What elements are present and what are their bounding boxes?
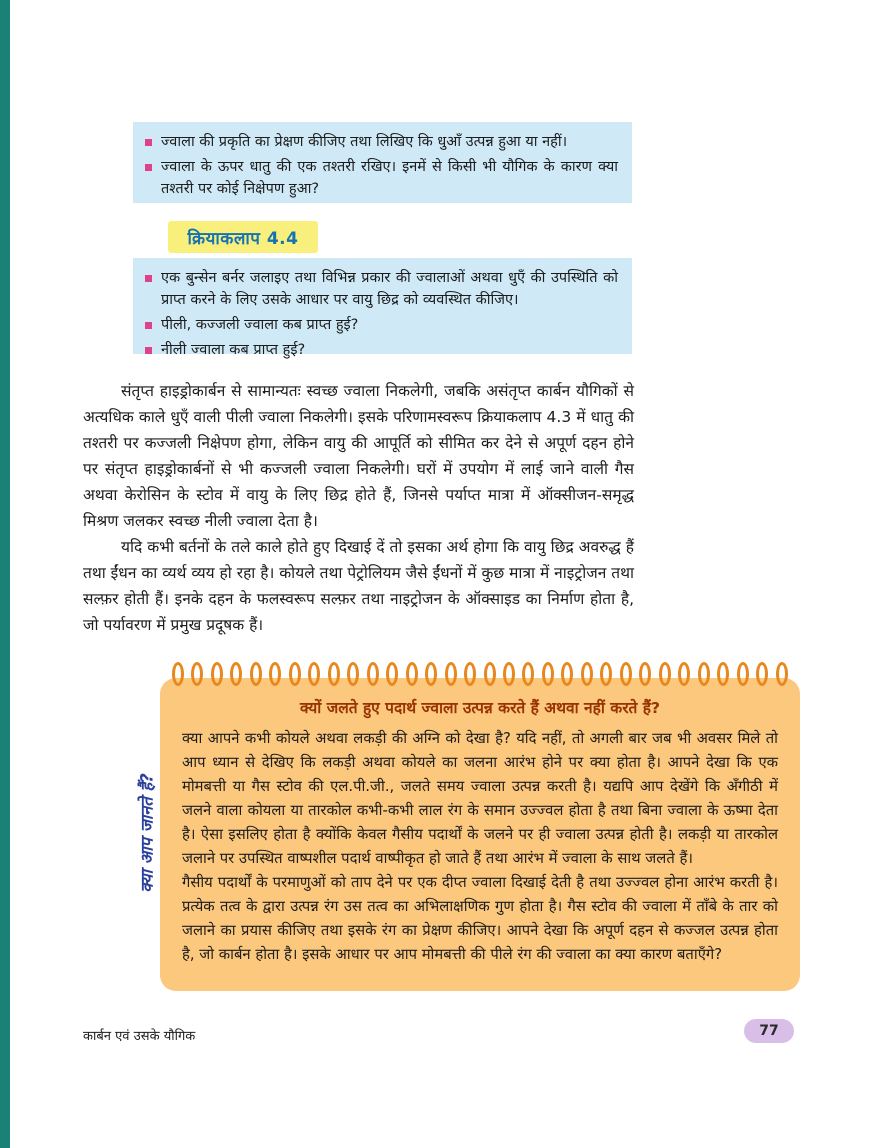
bullet-text: ज्वाला की प्रकृति का प्रेक्षण कीजिए तथा लिखिए कि धुआँ उत्पन्न हुआ या नहीं। — [161, 134, 568, 150]
bullet-square-icon — [145, 275, 152, 282]
page-edge-strip — [0, 0, 10, 1148]
coil-loop-icon — [445, 662, 457, 686]
activity-4-4-box — [133, 258, 632, 358]
coil-loop-icon — [347, 662, 359, 686]
bullet-square-icon — [145, 139, 152, 146]
list-item — [145, 156, 618, 200]
coil-loop-icon — [542, 662, 554, 686]
list-item — [145, 314, 618, 336]
coil-loop-icon — [289, 662, 301, 686]
coil-loop-icon — [600, 662, 612, 686]
did-you-know-box — [160, 678, 800, 991]
activity-4-4-heading: क्रियाकलाप 4.4 — [168, 221, 318, 253]
coil-loop-icon — [581, 662, 593, 686]
bullet-text: नीली ज्वाला कब प्राप्त हुई? — [161, 342, 306, 358]
chapter-footer-title: कार्बन एवं उसके यौगिक — [83, 1029, 196, 1044]
coil-loop-icon — [717, 662, 729, 686]
page-number-badge: 77 — [744, 1019, 794, 1043]
coil-loop-icon — [386, 662, 398, 686]
coil-loop-icon — [522, 662, 534, 686]
coil-loop-icon — [678, 662, 690, 686]
know-box-title: क्यों जलते हुए पदार्थ ज्वाला उत्पन्न करते हैं अथवा नहीं करते हैं? — [300, 699, 660, 717]
coil-loop-icon — [464, 662, 476, 686]
body-paragraph-2: यदि कभी बर्तनों के तले काले होते हुए दिखाई दें तो इसका अर्थ होगा कि वायु छिद्र अवरुद्ध हैं तथा ईंधन का व्यर्थ व्यय हो रहा है। कोयले तथा पेट्रोलियम जैसे ईंधनों में कुछ मात्रा में नाइट्रोजन तथा सल्फ़र होती हैं। इनके दहन के फलस्वरूप सल्फ़र तथा नाइट्रोजन के ऑक्साइड का निर्माण होता है, जो पर्यावरण में प्रमुख प्रदूषक हैं। — [83, 538, 634, 634]
bullet-text: एक बुन्सेन बर्नर जलाइए तथा विभिन्न प्रकार की ज्वालाओं अथवा धुएँ की उपस्थिति को प्राप्त करने के लिए उसके आधार पर वायु छिद्र को व्यवस्थित कीजिए। — [161, 270, 618, 308]
list-item — [145, 131, 618, 153]
coil-loop-icon — [503, 662, 515, 686]
list-item — [145, 267, 618, 311]
bullet-square-icon — [145, 347, 152, 354]
bullet-text: ज्वाला के ऊपर धातु की एक तश्तरी रखिए। इनमें से किसी भी यौगिक के कारण क्या तश्तरी पर कोई निक्षेपण हुआ? — [161, 159, 618, 197]
coil-loop-icon — [776, 662, 788, 686]
coil-loop-icon — [561, 662, 573, 686]
body-paragraph-1: संतृप्त हाइड्रोकार्बन से सामान्यतः स्वच्छ ज्वाला निकलेगी, जबकि असंतृप्त कार्बन यौगिकों से अत्यधिक काले धुएँ वाली पीली ज्वाला निकलेगी। इसके परिणामस्वरूप क्रियाकलाप 4.3 में धातु की तश्तरी पर कज्जली निक्षेपण होगा, लेकिन वायु की आपूर्ति को सीमित कर देने से अपूर्ण दहन होने पर संतृप्त हाइड्रोकार्बनों से भी कज्जली ज्वाला निकलेगी। घरों में उपयोग में लाई जाने वाली गैस अथवा केरोसिन के स्टोव में वायु के लिए छिद्र होते हैं, जिनसे पर्याप्त मात्रा में ऑक्सीजन-समृद्ध मिश्रण जलकर स्वच्छ नीली ज्वाला देता है। — [83, 382, 634, 530]
spiral-binding-decoration — [172, 662, 788, 686]
know-box-paragraph-2: गैसीय पदार्थों के परमाणुओं को ताप देने पर एक दीप्त ज्वाला दिखाई देती है तथा उज्ज्वल होना आरंभ करती है। प्रत्येक तत्व के द्वारा उत्पन्न रंग उस तत्व का अभिलाक्षणिक गुण होता है। गैस स्टोव की ज्वाला में ताँबे के तार को जलाने का प्रयास कीजिए तथा इसके रंग का प्रेक्षण कीजिए। आपने देखा कि अपूर्ण दहन से कज्जल उत्पन्न होता है, जो कार्बन होता है। इसके आधार पर आप मोमबत्ती की पीले रंग की ज्वाला का क्या कारण बताएँगे? — [182, 874, 778, 963]
bullet-square-icon — [145, 164, 152, 171]
coil-loop-icon — [425, 662, 437, 686]
know-box-paragraph-1: क्या आपने कभी कोयले अथवा लकड़ी की अग्नि को देखा है? यदि नहीं, तो अगली बार जब भी अवसर मिले तो आप ध्यान से देखिए कि लकड़ी अथवा कोयले का जलना आरंभ होने पर क्या होता है। आपने देखा कि एक मोमबत्ती या गैस स्टोव की एल.पी.जी., जलते समय ज्वाला उत्पन्न करती है। यद्यपि आप देखेंगे कि अँगीठी में जलने वाला कोयला या तारकोल कभी-कभी लाल रंग के समान उज्ज्वल होता है तथा बिना ज्वाला के ऊष्मा देता है। ऐसा इसलिए होता है क्योंकि केवल गैसीय पदार्थों के जलने पर ही ज्वाला उत्पन्न होती है। लकड़ी या तारकोल जलाने पर उपस्थित वाष्पशील पदार्थ वाष्पीकृत हो जाते हैं तथा आरंभ में ज्वाला के साथ जलते हैं। — [182, 730, 778, 867]
coil-loop-icon — [737, 662, 749, 686]
did-you-know-side-label: क्या आप जानते हैं? — [137, 773, 157, 893]
coil-loop-icon — [211, 662, 223, 686]
coil-loop-icon — [172, 662, 184, 686]
coil-loop-icon — [328, 662, 340, 686]
coil-loop-icon — [250, 662, 262, 686]
coil-loop-icon — [698, 662, 710, 686]
coil-loop-icon — [230, 662, 242, 686]
coil-loop-icon — [659, 662, 671, 686]
coil-loop-icon — [620, 662, 632, 686]
bullet-square-icon — [145, 322, 152, 329]
coil-loop-icon — [484, 662, 496, 686]
coil-loop-icon — [406, 662, 418, 686]
bullet-text: पीली, कज्जली ज्वाला कब प्राप्त हुई? — [161, 317, 359, 333]
coil-loop-icon — [269, 662, 281, 686]
coil-loop-icon — [639, 662, 651, 686]
coil-loop-icon — [756, 662, 768, 686]
coil-loop-icon — [191, 662, 203, 686]
activity-continuation-box — [133, 122, 632, 203]
list-item — [145, 339, 618, 361]
coil-loop-icon — [308, 662, 320, 686]
coil-loop-icon — [367, 662, 379, 686]
